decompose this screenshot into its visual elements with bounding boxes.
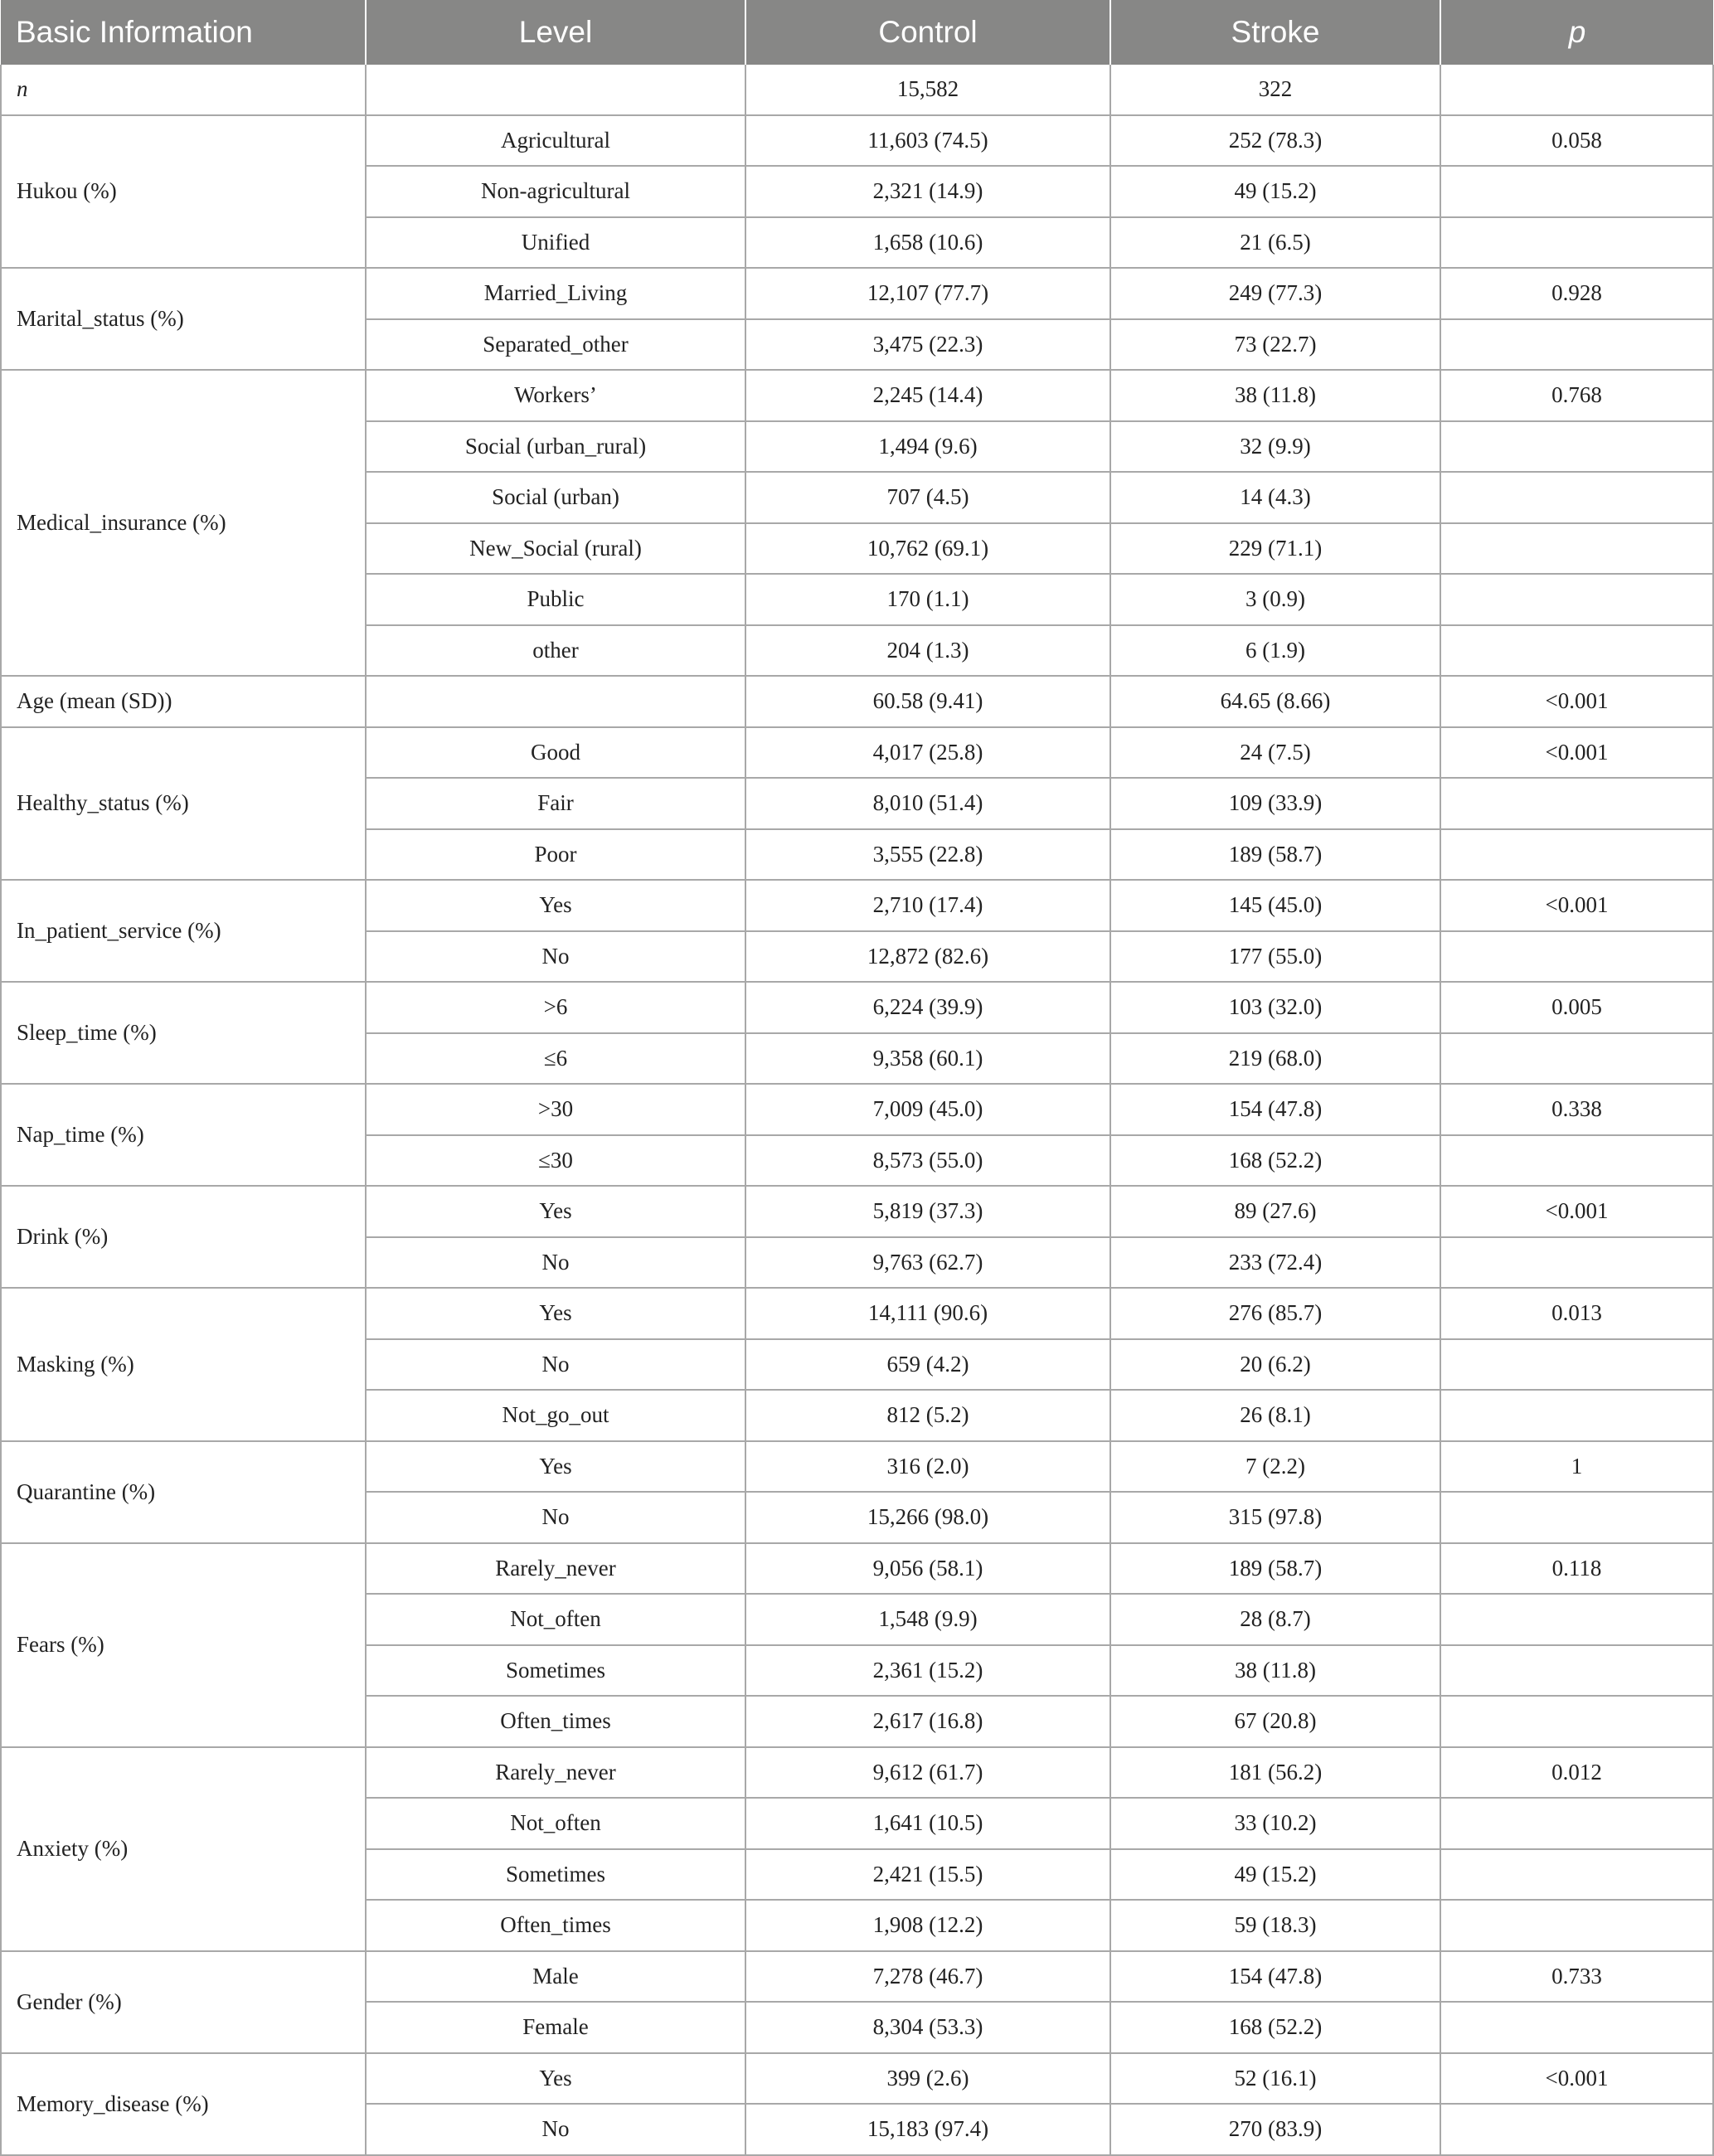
stroke-cell: 252 (78.3) [1110,115,1440,167]
level-cell: Sometimes [366,1645,745,1697]
stroke-cell: 32 (9.9) [1110,421,1440,473]
table-row [1,2053,1713,2105]
header-level: Level [366,0,745,65]
variable-cell: In_patient_service (%) [1,880,366,982]
level-cell: Not_often [366,1594,745,1645]
table-row [1,115,1713,167]
control-cell: 15,582 [745,65,1110,115]
stroke-cell: 168 (52.2) [1110,1135,1440,1187]
p-value-cell [1440,829,1713,881]
control-cell: 1,658 (10.6) [745,217,1110,269]
stroke-cell: 73 (22.7) [1110,319,1440,371]
control-cell: 8,573 (55.0) [745,1135,1110,1187]
control-cell: 2,617 (16.8) [745,1696,1110,1747]
p-value-cell [1440,1135,1713,1187]
stroke-cell: 52 (16.1) [1110,2053,1440,2105]
stroke-cell: 67 (20.8) [1110,1696,1440,1747]
level-cell: Female [366,2002,745,2053]
variable-cell: Masking (%) [1,1288,366,1441]
level-cell: Agricultural [366,115,745,167]
control-cell: 12,107 (77.7) [745,268,1110,319]
p-value-cell [1440,625,1713,677]
control-cell: 1,494 (9.6) [745,421,1110,473]
variable-cell: Marital_status (%) [1,268,366,370]
control-cell: 2,421 (15.5) [745,1849,1110,1901]
control-cell: 204 (1.3) [745,625,1110,677]
variable-cell: Fears (%) [1,1543,366,1747]
control-cell: 9,056 (58.1) [745,1543,1110,1595]
level-cell: No [366,1492,745,1543]
control-cell: 60.58 (9.41) [745,676,1110,727]
control-cell: 9,358 (60.1) [745,1033,1110,1085]
stroke-cell: 103 (32.0) [1110,982,1440,1033]
stroke-cell: 20 (6.2) [1110,1339,1440,1391]
control-cell: 659 (4.2) [745,1339,1110,1391]
level-cell: Social (urban_rural) [366,421,745,473]
p-value-cell: <0.001 [1440,2053,1713,2105]
level-cell: Unified [366,217,745,269]
control-cell: 7,278 (46.7) [745,1951,1110,2003]
p-value-cell [1440,523,1713,575]
table-row [1,1441,1713,1493]
control-cell: 6,224 (39.9) [745,982,1110,1033]
header-p: p [1440,0,1713,65]
p-value-cell [1440,217,1713,269]
level-cell: Yes [366,2053,745,2105]
level-cell: No [366,2104,745,2155]
level-cell: Non-agricultural [366,166,745,217]
control-cell: 2,710 (17.4) [745,880,1110,931]
table-row [1,982,1713,1033]
stroke-cell: 154 (47.8) [1110,1084,1440,1135]
level-cell: No [366,1339,745,1391]
p-value-cell [1440,1798,1713,1849]
level-cell: Often_times [366,1900,745,1951]
level-cell: other [366,625,745,677]
control-cell: 3,475 (22.3) [745,319,1110,371]
p-value-cell [1440,778,1713,829]
stroke-cell: 38 (11.8) [1110,1645,1440,1697]
stroke-cell: 59 (18.3) [1110,1900,1440,1951]
control-cell: 2,321 (14.9) [745,166,1110,217]
p-value-cell: 0.928 [1440,268,1713,319]
stroke-cell: 322 [1110,65,1440,115]
control-cell: 10,762 (69.1) [745,523,1110,575]
control-cell: 707 (4.5) [745,472,1110,523]
variable-cell: Age (mean (SD)) [1,676,366,727]
stroke-cell: 189 (58.7) [1110,829,1440,881]
level-cell: Yes [366,1186,745,1237]
p-value-cell [1440,1390,1713,1441]
level-cell: Workers’ [366,370,745,421]
table-row [1,370,1713,421]
variable-cell: Healthy_status (%) [1,727,366,881]
control-cell: 12,872 (82.6) [745,931,1110,983]
control-cell: 9,612 (61.7) [745,1747,1110,1799]
table-row [1,1747,1713,1799]
variable-cell: Nap_time (%) [1,1084,366,1186]
p-value-cell: 0.013 [1440,1288,1713,1339]
table-row [1,268,1713,319]
control-cell: 7,009 (45.0) [745,1084,1110,1135]
stroke-cell: 168 (52.2) [1110,2002,1440,2053]
p-value-cell [1440,1849,1713,1901]
level-cell: Sometimes [366,1849,745,1901]
level-cell: Public [366,574,745,625]
level-cell: Not_often [366,1798,745,1849]
level-cell: ≤6 [366,1033,745,1085]
table-row [1,1186,1713,1237]
level-cell [366,676,745,727]
p-value-cell [1440,1594,1713,1645]
control-cell: 1,908 (12.2) [745,1900,1110,1951]
table-row [1,727,1713,779]
header-basic-information: Basic Information [1,0,366,65]
variable-cell: Sleep_time (%) [1,982,366,1084]
control-cell: 812 (5.2) [745,1390,1110,1441]
p-value-cell [1440,2002,1713,2053]
variable-cell: Gender (%) [1,1951,366,2053]
stroke-cell: 3 (0.9) [1110,574,1440,625]
level-cell: >6 [366,982,745,1033]
level-cell: Yes [366,880,745,931]
stroke-cell: 249 (77.3) [1110,268,1440,319]
p-value-cell: <0.001 [1440,880,1713,931]
level-cell: Rarely_never [366,1543,745,1595]
stroke-cell: 270 (83.9) [1110,2104,1440,2155]
control-cell: 14,111 (90.6) [745,1288,1110,1339]
level-cell: Married_Living [366,268,745,319]
p-value-cell: 0.058 [1440,115,1713,167]
stroke-cell: 49 (15.2) [1110,1849,1440,1901]
stroke-cell: 64.65 (8.66) [1110,676,1440,727]
variable-cell: Memory_disease (%) [1,2053,366,2155]
variable-cell: Medical_insurance (%) [1,370,366,676]
p-value-cell [1440,1033,1713,1085]
p-value-cell [1440,472,1713,523]
stroke-cell: 233 (72.4) [1110,1237,1440,1289]
stroke-cell: 181 (56.2) [1110,1747,1440,1799]
variable-cell: Drink (%) [1,1186,366,1288]
level-cell: No [366,931,745,983]
table-body [1,65,1713,2155]
level-cell: ≤30 [366,1135,745,1187]
table-row-n [1,65,1713,115]
table-row [1,1951,1713,2003]
stroke-cell: 89 (27.6) [1110,1186,1440,1237]
level-cell: Separated_other [366,319,745,371]
stroke-cell: 219 (68.0) [1110,1033,1440,1085]
stroke-cell: 7 (2.2) [1110,1441,1440,1493]
stroke-cell: 26 (8.1) [1110,1390,1440,1441]
control-cell: 2,361 (15.2) [745,1645,1110,1697]
p-value-cell [1440,1900,1713,1951]
p-value-cell [1440,421,1713,473]
control-cell: 15,183 (97.4) [745,2104,1110,2155]
table-row [1,1543,1713,1595]
p-value-cell: 0.768 [1440,370,1713,421]
level-cell: Social (urban) [366,472,745,523]
table-row [1,676,1713,727]
stroke-cell: 145 (45.0) [1110,880,1440,931]
level-cell: Male [366,1951,745,2003]
p-value-cell [1440,1492,1713,1543]
control-cell: 8,304 (53.3) [745,2002,1110,2053]
p-value-cell: 0.118 [1440,1543,1713,1595]
control-cell: 9,763 (62.7) [745,1237,1110,1289]
p-value-cell [1440,65,1713,115]
stroke-cell: 229 (71.1) [1110,523,1440,575]
variable-cell: Hukou (%) [1,115,366,269]
level-cell: Rarely_never [366,1747,745,1799]
level-cell: Often_times [366,1696,745,1747]
p-value-cell: 0.012 [1440,1747,1713,1799]
p-value-cell [1440,1237,1713,1289]
stroke-cell: 154 (47.8) [1110,1951,1440,2003]
level-cell [366,65,745,115]
p-value-cell: <0.001 [1440,727,1713,779]
table-row [1,1288,1713,1339]
level-cell: Good [366,727,745,779]
stroke-cell: 276 (85.7) [1110,1288,1440,1339]
table-row [1,1084,1713,1135]
p-value-cell [1440,166,1713,217]
control-cell: 1,641 (10.5) [745,1798,1110,1849]
stroke-cell: 24 (7.5) [1110,727,1440,779]
p-value-cell: 0.338 [1440,1084,1713,1135]
stroke-cell: 14 (4.3) [1110,472,1440,523]
level-cell: New_Social (rural) [366,523,745,575]
stroke-cell: 189 (58.7) [1110,1543,1440,1595]
p-value-cell: 0.005 [1440,982,1713,1033]
variable-cell: Anxiety (%) [1,1747,366,1951]
level-cell: Not_go_out [366,1390,745,1441]
control-cell: 5,819 (37.3) [745,1186,1110,1237]
p-value-cell: <0.001 [1440,1186,1713,1237]
p-value-cell [1440,1645,1713,1697]
control-cell: 8,010 (51.4) [745,778,1110,829]
p-value-cell [1440,319,1713,371]
control-cell: 11,603 (74.5) [745,115,1110,167]
stroke-cell: 33 (10.2) [1110,1798,1440,1849]
control-cell: 3,555 (22.8) [745,829,1110,881]
stroke-cell: 49 (15.2) [1110,166,1440,217]
p-value-cell: 0.733 [1440,1951,1713,2003]
p-value-cell [1440,1696,1713,1747]
variable-cell: n [1,65,366,115]
stroke-cell: 315 (97.8) [1110,1492,1440,1543]
p-value-cell [1440,2104,1713,2155]
level-cell: >30 [366,1084,745,1135]
stroke-cell: 38 (11.8) [1110,370,1440,421]
level-cell: Yes [366,1288,745,1339]
stroke-cell: 109 (33.9) [1110,778,1440,829]
control-cell: 170 (1.1) [745,574,1110,625]
level-cell: Poor [366,829,745,881]
stroke-cell: 28 (8.7) [1110,1594,1440,1645]
p-value-cell [1440,574,1713,625]
p-value-cell [1440,1339,1713,1391]
header-control: Control [745,0,1110,65]
control-cell: 399 (2.6) [745,2053,1110,2105]
level-cell: No [366,1237,745,1289]
level-cell: Fair [366,778,745,829]
p-value-cell [1440,931,1713,983]
header-stroke: Stroke [1110,0,1440,65]
table-row [1,880,1713,931]
control-cell: 1,548 (9.9) [745,1594,1110,1645]
header-row [1,0,1713,65]
stroke-cell: 6 (1.9) [1110,625,1440,677]
stroke-cell: 21 (6.5) [1110,217,1440,269]
p-value-cell: <0.001 [1440,676,1713,727]
stroke-cell: 177 (55.0) [1110,931,1440,983]
p-value-cell: 1 [1440,1441,1713,1493]
control-cell: 4,017 (25.8) [745,727,1110,779]
variable-cell: Quarantine (%) [1,1441,366,1543]
control-cell: 15,266 (98.0) [745,1492,1110,1543]
level-cell: Yes [366,1441,745,1493]
control-cell: 316 (2.0) [745,1441,1110,1493]
control-cell: 2,245 (14.4) [745,370,1110,421]
